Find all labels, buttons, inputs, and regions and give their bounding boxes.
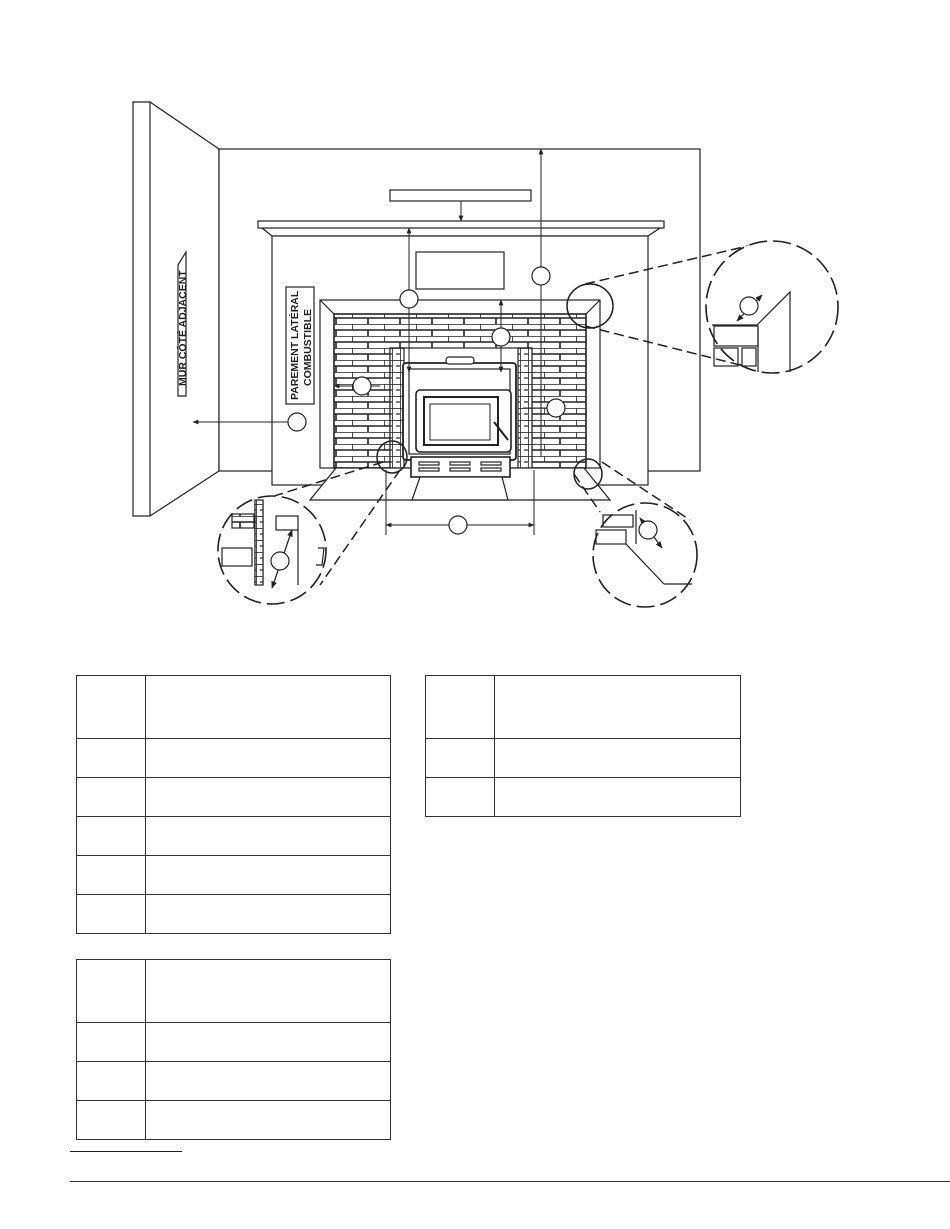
table-cell [77, 895, 146, 934]
table-cell [426, 778, 495, 817]
inset-panel [416, 252, 504, 289]
clearance-table-3 [76, 959, 391, 1140]
table-cell [495, 676, 741, 739]
table-cell [77, 778, 146, 817]
clearance-table-2 [425, 675, 741, 817]
table-cell [146, 856, 391, 895]
table-cell [77, 960, 146, 1023]
upper-trim [390, 190, 531, 201]
table-cell [77, 739, 146, 778]
side-facing-label-line1: PAREMENT LATÉRAL [289, 290, 301, 400]
table-cell [495, 739, 741, 778]
side-facing-label-line2: COMBUSTIBLE [302, 309, 314, 386]
table-cell [426, 739, 495, 778]
table-cell [495, 778, 741, 817]
table-cell [146, 739, 391, 778]
table-cell [146, 676, 391, 739]
table-cell [77, 817, 146, 856]
table-cell [77, 1023, 146, 1062]
table-cell [146, 778, 391, 817]
table-cell [146, 817, 391, 856]
table-cell [77, 1101, 146, 1140]
clearance-table-1 [76, 675, 391, 934]
table-cell [77, 1062, 146, 1101]
stove-insert [403, 357, 516, 500]
table-cell [146, 1101, 391, 1140]
table-cell [146, 1062, 391, 1101]
adjacent-wall-label: MUR CÔTÉ ADJACENT [177, 270, 189, 386]
footnote-rule [70, 1151, 182, 1152]
table-cell [426, 676, 495, 739]
table-cell [77, 676, 146, 739]
table-cell [146, 895, 391, 934]
table-cell [77, 856, 146, 895]
adjacent-wall [133, 102, 219, 516]
table-cell [146, 1023, 391, 1062]
mantel-shelf [258, 221, 664, 228]
page-footer-rule [70, 1181, 950, 1182]
table-cell [146, 960, 391, 1023]
